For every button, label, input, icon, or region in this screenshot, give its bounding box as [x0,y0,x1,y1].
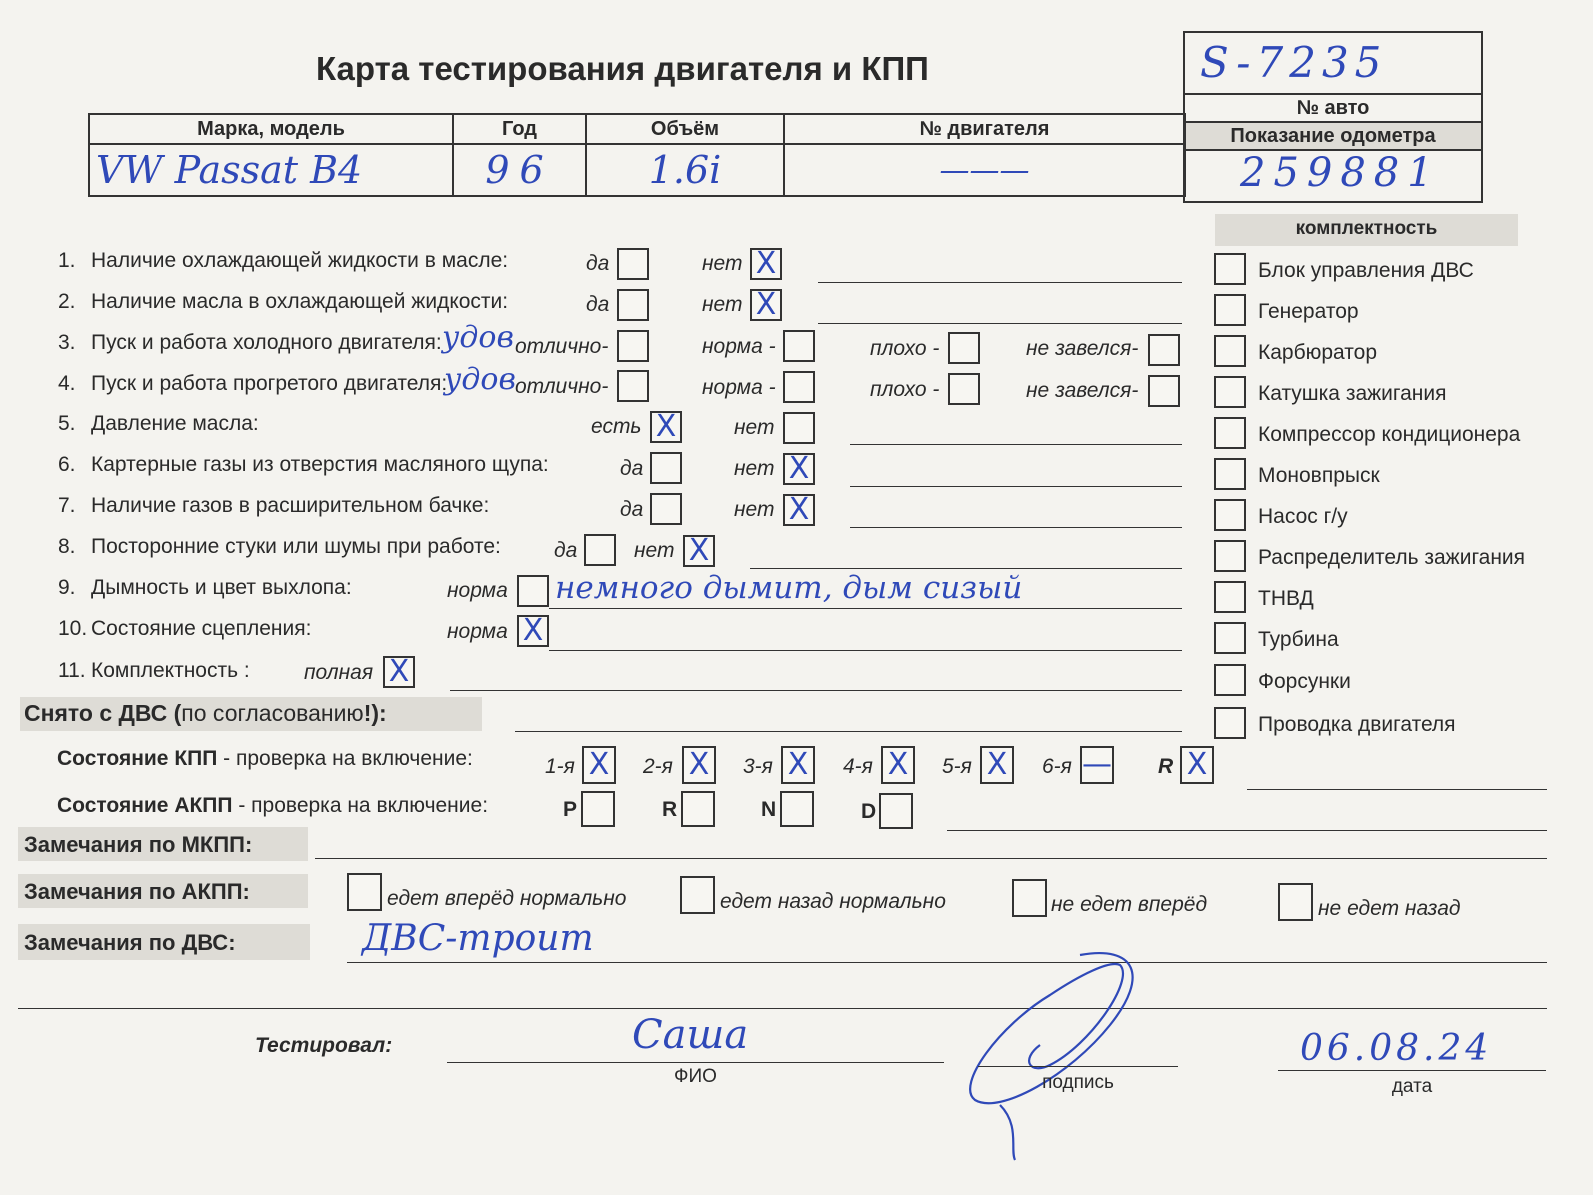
norm-checkbox[interactable] [517,575,549,607]
auto-gearbox-check-label: Состояние АКПП - проверка на включение: [57,794,489,817]
gear-label: 5-я [942,755,972,778]
engine-remarks-value: ДВС-троит [362,918,594,959]
completeness-item: Насос г/у [1258,505,1348,528]
akpp-option-checkbox[interactable] [347,873,382,911]
gear-label: R [1158,755,1174,778]
option-yes-label: да [620,457,644,480]
check-mark: X [788,451,810,486]
item-text: Дымность и цвет выхлопа: [91,576,352,599]
volume-label: Объём [586,114,784,144]
completeness-item: Форсунки [1258,670,1351,693]
akpp-option-checkbox[interactable] [1278,883,1313,921]
check-mark: X [986,747,1008,782]
option-no-label: нет [734,457,775,480]
bad-checkbox[interactable] [948,332,980,364]
akpp-option-label: едет назад нормально [720,890,946,913]
completeness-checkbox[interactable] [1214,335,1246,367]
option-yes-label: да [586,252,610,275]
completeness-checkbox[interactable] [1214,707,1246,739]
option-bad-label: плохо - [870,378,940,401]
item-text: Наличие охлаждающей жидкости в масле: [91,249,509,272]
gear-label: 2-я [643,755,673,778]
option-no-label: нет [634,539,675,562]
item-text: Комплектность : [91,659,250,682]
option-norm-label: норма [447,620,508,643]
fio-label: ФИО [674,1066,717,1087]
option-full-label: полная [304,661,374,684]
auto-number-value: S-7235 [1200,38,1388,87]
akpp-option-label: не едет назад [1318,897,1461,920]
engine-number-value: ——— [784,144,1185,196]
date-value: 06.08.24 [1300,1028,1493,1069]
item-text: Пуск и работа холодного двигателя: [91,331,442,354]
option-norm-label: норма [447,579,508,602]
remarks-manual-label: Замечания по МКПП: [24,832,253,857]
signature [960,935,1160,1165]
normal-checkbox[interactable] [783,371,815,403]
option-not-started-label: не завелся- [1026,337,1139,360]
option-yes-label: да [620,498,644,521]
completeness-checkbox[interactable] [1214,458,1246,490]
item-number: 6. [58,453,76,476]
item-number: 10. [58,617,88,640]
handwritten-note: удов [442,320,514,355]
item-number: 1. [58,249,76,272]
yes-checkbox[interactable] [617,248,649,280]
item-number: 8. [58,535,76,558]
completeness-item: Катушка зажигания [1258,382,1447,405]
item-number: 5. [58,412,76,435]
completeness-checkbox[interactable] [1214,417,1246,449]
completeness-checkbox[interactable] [1214,499,1246,531]
option-normal-label: норма - [702,376,776,399]
page-title: Карта тестирования двигателя и КПП [316,50,929,87]
completeness-checkbox[interactable] [1214,622,1246,654]
tested-by-label: Тестировал: [255,1034,393,1057]
check-mark: X [755,287,777,322]
check-mark: X [788,492,810,527]
check-mark: X [787,747,809,782]
exhaust-note: немного дымит, дым сизый [555,570,1023,606]
completeness-checkbox[interactable] [1214,664,1246,696]
item-text: Пуск и работа прогретого двигателя: [91,372,448,395]
tester-name-value: Саша [632,1012,749,1058]
yes-checkbox[interactable] [584,534,616,566]
gear-label: 6-я [1042,755,1072,778]
year-value: 96 [453,144,586,196]
vehicle-header-table [88,113,1186,197]
bad-checkbox[interactable] [948,373,980,405]
year-label: Год [453,114,586,144]
no-checkbox[interactable] [783,412,815,444]
remarks-auto-label: Замечания по АКПП: [24,879,250,904]
completeness-item: Распределитель зажигания [1258,546,1526,569]
completeness-checkbox[interactable] [1214,253,1246,285]
akpp-option-checkbox[interactable] [680,876,715,914]
completeness-item: Моновпрыск [1258,464,1380,487]
option-not-started-label: не завелся- [1026,379,1139,402]
gear-label: 4-я [843,755,873,778]
volume-value: 1.6i [586,144,784,196]
gearbox-check-label: Состояние КПП - проверка на включение: [57,747,473,770]
check-mark: X [522,613,544,648]
normal-checkbox[interactable] [783,330,815,362]
completeness-checkbox[interactable] [1214,294,1246,326]
item-text: Посторонние стуки или шумы при работе: [91,535,501,558]
completeness-checkbox[interactable] [1214,540,1246,572]
gear-label: 1-я [545,755,575,778]
not-started-checkbox[interactable] [1148,375,1180,407]
make-model-label: Марка, модель [89,114,453,144]
option-normal-label: норма - [702,335,776,358]
completeness-item: Турбина [1258,628,1339,651]
completeness-item: ТНВД [1258,587,1314,610]
check-mark: X [1186,747,1208,782]
option-no-label: нет [702,293,743,316]
date-label: дата [1391,1076,1433,1097]
item-text: Наличие газов в расширительном бачке: [91,494,490,517]
completeness-item: Карбюратор [1258,341,1378,364]
remarks-engine-label: Замечания по ДВС: [24,930,236,955]
check-mark: X [755,246,777,281]
check-mark: X [688,533,710,568]
option-excellent-label: отлично- [515,335,609,358]
auto-gear-checkbox[interactable] [681,791,715,827]
auto-number-label: № авто [1296,97,1370,119]
yes-checkbox[interactable] [650,452,682,484]
make-model-value: VW Passat B4 [89,144,453,196]
item-number: 3. [58,331,76,354]
check-mark: X [655,409,677,444]
item-number: 11. [58,659,86,682]
not-started-checkbox[interactable] [1148,334,1180,366]
item-text: Наличие масла в охлаждающей жидкости: [91,290,509,313]
handwritten-note: удов [444,362,516,397]
option-bad-label: плохо - [870,337,940,360]
option-yes-label: да [554,539,578,562]
akpp-option-checkbox[interactable] [1012,879,1047,917]
option-no-label: нет [734,416,775,439]
auto-gear-label: D [861,800,877,823]
removed-label: Снято с ДВС (по согласованию!): [24,700,387,726]
excellent-checkbox[interactable] [617,330,649,362]
completeness-item: Компрессор кондиционера [1258,423,1521,446]
check-mark: X [388,654,410,689]
completeness-title: комплектность [1295,218,1438,239]
check-mark: X [887,747,909,782]
signature-label: подпись [1042,1072,1114,1093]
yes-checkbox[interactable] [650,493,682,525]
auto-gear-checkbox[interactable] [780,791,814,827]
item-text: Картерные газы из отверстия масляного щупа: [91,453,549,476]
auto-gear-checkbox[interactable] [879,793,913,829]
completeness-item: Проводка двигателя [1258,713,1456,736]
option-present-label: есть [591,415,642,438]
completeness-checkbox[interactable] [1214,376,1246,408]
check-mark: X [588,747,610,782]
yes-checkbox[interactable] [617,289,649,321]
completeness-item: Блок управления ДВС [1258,259,1474,282]
akpp-option-label: не едет вперёд [1051,893,1208,916]
akpp-option-label: едет вперёд нормально [387,887,627,910]
item-number: 9. [58,576,76,599]
check-mark: X [688,747,710,782]
odometer-value: 259881 [1240,150,1441,196]
odometer-label: Показание одометра [1230,125,1436,147]
auto-gear-label: N [761,798,777,821]
item-number: 4. [58,372,76,395]
engine-number-label: № двигателя [784,114,1185,144]
option-excellent-label: отлично- [515,375,609,398]
item-text: Давление масла: [91,412,259,435]
gear-label: 3-я [743,755,773,778]
option-yes-label: да [586,293,610,316]
auto-gear-label: R [662,798,678,821]
item-text: Состояние сцепления: [91,617,312,640]
completeness-item: Генератор [1258,300,1359,323]
auto-gear-checkbox[interactable] [581,791,615,827]
option-no-label: нет [702,252,743,275]
dash-mark: — [1082,747,1112,782]
item-number: 2. [58,290,76,313]
auto-gear-label: P [563,798,578,821]
excellent-checkbox[interactable] [617,370,649,402]
completeness-checkbox[interactable] [1214,581,1246,613]
item-number: 7. [58,494,76,517]
option-no-label: нет [734,498,775,521]
